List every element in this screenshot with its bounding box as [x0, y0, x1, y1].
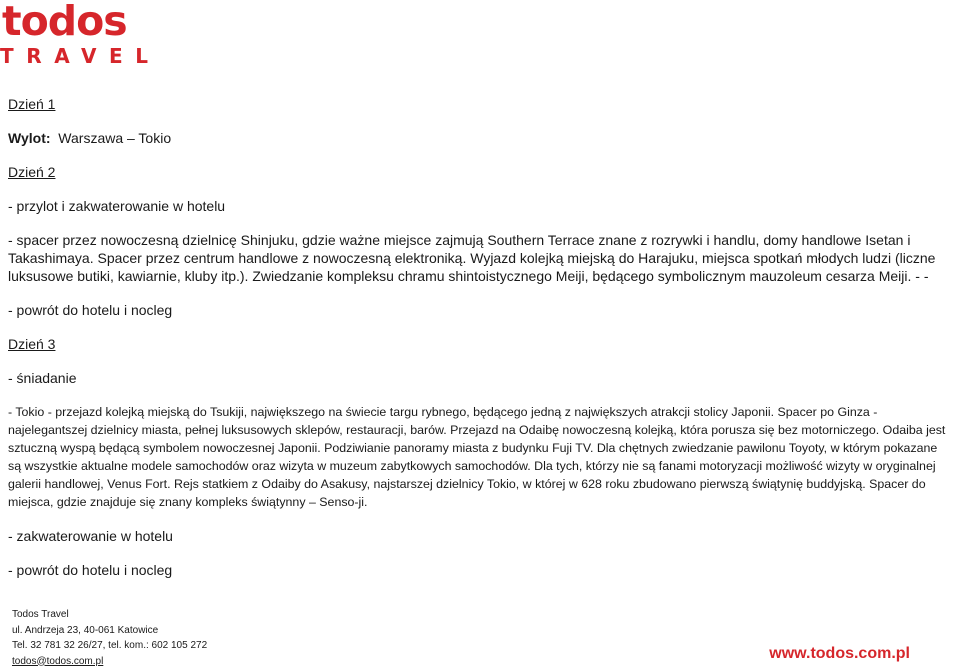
day2-return: - powrót do hotelu i nocleg [8, 301, 953, 319]
day2-heading: Dzień 2 [8, 163, 953, 181]
day3-accommodation: - zakwaterowanie w hotelu [8, 527, 953, 545]
day3-return: - powrót do hotelu i nocleg [8, 561, 953, 579]
day3-breakfast: - śniadanie [8, 369, 953, 387]
footer-email-link[interactable]: todos@todos.com.pl [12, 654, 207, 669]
website-link[interactable]: www.todos.com.pl [769, 645, 910, 663]
day2-walk: - spacer przez nowoczesną dzielnicę Shinjuku, gdzie ważne miejsce zajmują Southern Terrace znane z rozrywki i handlu, domy handlowe Isetan i Takashimaya. Spacer przez centrum handlowe z nowoczesną elektroniką. [8, 232, 910, 266]
day3-heading: Dzień 3 [8, 335, 953, 353]
day3-odaiba: Przejazd na Odaibę nowoczesną kolejką, która porusza się bez motorniczego. Odaiba jest sztuczną wyspą będącą symbolem nowoczesnej Japonii. Podziwianie panoramy miasta z budynku Fuji TV. Dla chętnych zwiedzanie pawilonu Toyoty, w którym pokazane są wszystkie aktualne modele samochodów oraz wizyta w muzeum zabytkowych samochodów. Dla tych, którzy nie są fanami motoryzacji możliwość wizyty w oryginalnej galerii handlowej, Venus Fort. Rejs statkiem z Odaiby do Asakusy, najstarszej dzielnicy Tokio, w której w 628 roku zbudowano pierwszą świątynię buddyjską. Spacer do miejsca, gdzie znajduje się znany kompleks świątynny – Senso-ji. [8, 423, 945, 509]
footer-phone: Tel. 32 781 32 26/27, tel. kom.: 602 105 272 [12, 638, 207, 654]
flight-line [8, 129, 953, 147]
day2-harajuku: Wyjazd kolejką miejską do Harajuku, miejsca spotkań młodych ludzi (liczne luksusowe butiki, kawiarnie, kluby itp.). Zwiedzanie kompleksu chramu shintoistycznego Meiji, będącego symbolicznym mauzoleum cesarza Meiji. - - [8, 250, 935, 284]
itinerary [8, 95, 953, 579]
day1-heading: Dzień 1 [8, 95, 953, 113]
todos-travel-logo [0, 4, 135, 66]
day2-description [8, 231, 953, 285]
flight-route: Warszawa – Tokio [58, 130, 171, 146]
logo-subtitle: TRAVEL [0, 44, 161, 68]
day3-description [8, 403, 953, 511]
day3-tsukiji: - Tokio - przejazd kolejką miejską do Tsukiji, największego na świecie targu rybnego, będącego jedną z największych atrakcji stolicy Japonii. Spacer po Ginza - najelegantszej dzielnicy miasta, pełnej luksusowych sklepów, restauracji, barów. [8, 405, 877, 437]
day2-arrival: - przylot i zakwaterowanie w hotelu [8, 197, 953, 215]
footer-address: ul. Andrzeja 23, 40-061 Katowice [12, 623, 207, 639]
flight-label: Wylot: [8, 130, 51, 146]
footer-contact [12, 607, 207, 669]
footer-company: Todos Travel [12, 607, 207, 623]
logo-wordmark: todos [2, 0, 127, 44]
